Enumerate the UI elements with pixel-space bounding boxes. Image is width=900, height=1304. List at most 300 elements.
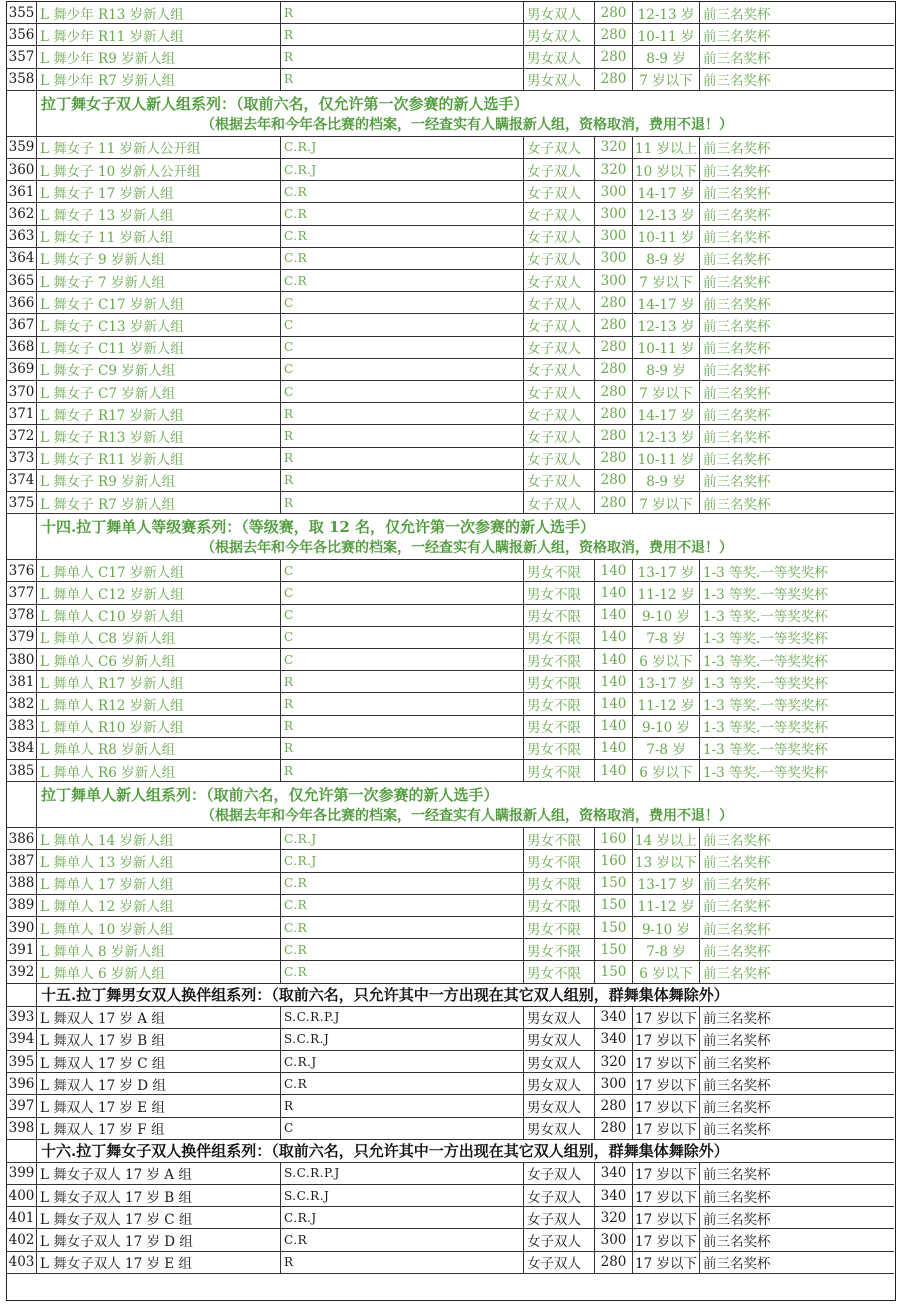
section-header-spacer — [7, 91, 37, 136]
entry-type-cell: 男女不限 — [524, 961, 595, 982]
event-name-cell: L 舞单人 17 岁新人组 — [37, 873, 281, 894]
age-range-cell: 13 岁以下 — [633, 850, 700, 871]
entry-type-cell: 男女不限 — [524, 850, 595, 871]
entry-type-cell: 男女不限 — [524, 671, 595, 692]
table-row — [7, 425, 894, 447]
dance-codes-cell: C.R.J — [281, 1051, 524, 1072]
age-range-cell: 7 岁以下 — [633, 270, 700, 291]
table-row — [7, 873, 894, 895]
dance-codes-cell: C.R — [281, 203, 524, 224]
entry-type-cell: 女子双人 — [524, 137, 595, 158]
row-number-cell: 359 — [7, 137, 37, 158]
table-row — [7, 939, 894, 961]
prize-cell: 前三名奖杯 — [703, 50, 771, 67]
event-name-cell: L 舞女子 C17 岁新人组 — [37, 292, 281, 313]
entry-type-cell: 女子双人 — [524, 1252, 595, 1273]
event-name-cell: L 舞单人 C12 岁新人组 — [37, 582, 281, 603]
dance-codes-cell: R — [281, 716, 524, 737]
table-row — [7, 470, 894, 492]
entry-type-cell: 男女不限 — [524, 582, 595, 603]
event-name-cell: L 舞单人 C17 岁新人组 — [37, 560, 281, 581]
age-range-cell: 14-17 岁 — [633, 403, 700, 424]
table-row — [7, 203, 894, 225]
entry-fee-cell: 280 — [595, 69, 633, 90]
dance-codes-cell: C — [281, 292, 524, 313]
entry-fee-cell: 280 — [595, 1118, 633, 1139]
entry-type-cell: 女子双人 — [524, 425, 595, 446]
dance-codes-cell: C.R.J — [281, 828, 524, 849]
prize-cell: 前三名奖杯 — [703, 141, 771, 158]
entry-type-cell: 女子双人 — [524, 470, 595, 491]
table-row — [7, 24, 894, 46]
dance-codes-cell: C.R.J — [281, 1207, 524, 1228]
entry-fee-cell: 150 — [595, 895, 633, 916]
section-header-spacer — [7, 782, 37, 827]
table-row — [7, 292, 894, 314]
section-header-spacer — [7, 514, 37, 559]
dance-codes-cell: R — [281, 69, 524, 90]
dance-codes-cell: R — [281, 448, 524, 469]
age-range-cell: 10-11 岁 — [633, 24, 700, 45]
prize-cell: 前三名奖杯 — [703, 407, 771, 424]
prize-cell: 1-3 等奖.一等奖奖杯 — [703, 720, 828, 737]
event-name-cell: L 舞单人 R10 岁新人组 — [37, 716, 281, 737]
row-number-cell: 381 — [7, 671, 37, 692]
dance-codes-cell: C.R — [281, 248, 524, 269]
event-name-cell: L 舞女子 R9 岁新人组 — [37, 470, 281, 491]
prize-cell: 前三名奖杯 — [703, 921, 771, 938]
entry-type-cell: 男女不限 — [524, 895, 595, 916]
age-range-cell: 11 岁以上 — [633, 137, 700, 158]
entry-fee-cell: 280 — [595, 24, 633, 45]
dance-codes-cell: R — [281, 671, 524, 692]
entry-type-cell: 男女不限 — [524, 716, 595, 737]
entry-fee-cell: 140 — [595, 760, 633, 781]
table-row — [7, 359, 894, 381]
row-number-cell: 374 — [7, 470, 37, 491]
table-row — [7, 693, 894, 715]
dance-codes-cell: C.R — [281, 270, 524, 291]
row-number-cell: 368 — [7, 337, 37, 358]
row-number-cell: 370 — [7, 381, 37, 402]
entry-fee-cell: 140 — [595, 605, 633, 626]
dance-codes-cell: R — [281, 46, 524, 67]
entry-fee-cell: 280 — [595, 292, 633, 313]
age-range-cell: 8-9 岁 — [633, 248, 700, 269]
prize-cell: 前三名奖杯 — [703, 1099, 771, 1116]
row-number-cell: 394 — [7, 1029, 37, 1050]
table-row — [7, 181, 894, 203]
event-name-cell: L 舞女子 C11 岁新人组 — [37, 337, 281, 358]
table-row — [7, 1029, 894, 1051]
dance-codes-cell: C.R — [281, 181, 524, 202]
entry-fee-cell: 280 — [595, 314, 633, 335]
entry-fee-cell: 150 — [595, 917, 633, 938]
row-number-cell: 383 — [7, 716, 37, 737]
dance-codes-cell: R — [281, 470, 524, 491]
section-note: （根据去年和今年各比赛的档案，一经查实有人瞒报新人组，资格取消，费用不退！） — [201, 116, 733, 133]
entry-fee-cell: 140 — [595, 671, 633, 692]
table-row — [7, 560, 894, 582]
prize-cell: 1-3 等奖.一等奖奖杯 — [703, 564, 828, 581]
age-range-cell: 8-9 岁 — [633, 359, 700, 380]
entry-fee-cell: 300 — [595, 203, 633, 224]
table-row — [7, 137, 894, 159]
section-header — [7, 1140, 894, 1163]
table-row — [7, 1095, 894, 1117]
table-row — [7, 961, 894, 983]
age-range-cell: 17 岁以下 — [633, 1185, 700, 1206]
table-row — [7, 1118, 894, 1140]
entry-fee-cell: 300 — [595, 248, 633, 269]
competition-table — [6, 1, 896, 1301]
entry-fee-cell: 280 — [595, 2, 633, 23]
section-title-block — [37, 514, 894, 559]
event-name-cell: L 舞单人 C8 岁新人组 — [37, 627, 281, 648]
event-name-cell: L 舞女子 11 岁新人公开组 — [37, 137, 281, 158]
event-name-cell: L 舞少年 R11 岁新人组 — [37, 24, 281, 45]
table-row — [7, 1051, 894, 1073]
dance-codes-cell: R — [281, 2, 524, 23]
prize-cell: 前三名奖杯 — [703, 1033, 771, 1050]
entry-type-cell: 女子双人 — [524, 1229, 595, 1250]
table-row — [7, 337, 894, 359]
prize-cell: 1-3 等奖.一等奖奖杯 — [703, 764, 828, 781]
section-title: 拉丁舞单人新人组系列：（取前六名，仅允许第一次参赛的新人选手） — [41, 786, 499, 805]
row-number-cell: 398 — [7, 1118, 37, 1139]
dance-codes-cell: C.R — [281, 226, 524, 247]
section-title-block — [37, 1140, 894, 1162]
row-number-cell: 380 — [7, 649, 37, 670]
entry-fee-cell: 150 — [595, 873, 633, 894]
event-name-cell: L 舞双人 17 岁 C 组 — [37, 1051, 281, 1072]
event-name-cell: L 舞少年 R7 岁新人组 — [37, 69, 281, 90]
age-range-cell: 10-11 岁 — [633, 226, 700, 247]
dance-codes-cell: R — [281, 492, 524, 513]
row-number-cell: 400 — [7, 1185, 37, 1206]
age-range-cell: 11-12 岁 — [633, 582, 700, 603]
entry-type-cell: 男女不限 — [524, 760, 595, 781]
event-name-cell: L 舞女子 17 岁新人组 — [37, 181, 281, 202]
age-range-cell: 10 岁以下 — [633, 159, 700, 180]
row-number-cell: 364 — [7, 248, 37, 269]
section-header — [7, 782, 894, 828]
event-name-cell: L 舞女子 C7 岁新人组 — [37, 381, 281, 402]
entry-fee-cell: 340 — [595, 1029, 633, 1050]
entry-fee-cell: 140 — [595, 649, 633, 670]
section-note: （根据去年和今年各比赛的档案，一经查实有人瞒报新人组，资格取消，费用不退！） — [201, 808, 733, 825]
age-range-cell: 11-12 岁 — [633, 895, 700, 916]
age-range-cell: 12-13 岁 — [633, 203, 700, 224]
event-name-cell: L 舞双人 17 岁 D 组 — [37, 1073, 281, 1094]
entry-fee-cell: 150 — [595, 961, 633, 982]
prize-cell: 前三名奖杯 — [703, 832, 771, 849]
row-number-cell: 367 — [7, 314, 37, 335]
section-header — [7, 91, 894, 137]
row-number-cell: 372 — [7, 425, 37, 446]
table-row — [7, 1185, 894, 1207]
table-row — [7, 828, 894, 850]
entry-fee-cell: 300 — [595, 1229, 633, 1250]
age-range-cell: 6 岁以下 — [633, 649, 700, 670]
prize-cell: 1-3 等奖.一等奖奖杯 — [703, 675, 828, 692]
age-range-cell: 9-10 岁 — [633, 605, 700, 626]
section-title: 拉丁舞女子双人新人组系列：（取前六名，仅允许第一次参赛的新人选手） — [41, 94, 529, 113]
section-header — [7, 984, 894, 1007]
event-name-cell: L 舞女子 10 岁新人公开组 — [37, 159, 281, 180]
dance-codes-cell: C — [281, 649, 524, 670]
dance-codes-cell: S.C.R.J — [281, 1185, 524, 1206]
prize-cell: 前三名奖杯 — [703, 943, 771, 960]
table-row — [7, 917, 894, 939]
entry-fee-cell: 280 — [595, 46, 633, 67]
age-range-cell: 7-8 岁 — [633, 627, 700, 648]
dance-codes-cell: C.R — [281, 961, 524, 982]
age-range-cell: 14-17 岁 — [633, 181, 700, 202]
event-name-cell: L 舞女子 9 岁新人组 — [37, 248, 281, 269]
age-range-cell: 10-11 岁 — [633, 337, 700, 358]
row-number-cell: 366 — [7, 292, 37, 313]
table-row — [7, 671, 894, 693]
row-number-cell: 369 — [7, 359, 37, 380]
event-name-cell: L 舞单人 14 岁新人组 — [37, 828, 281, 849]
dance-codes-cell: R — [281, 738, 524, 759]
event-name-cell: L 舞女子双人 17 岁 B 组 — [37, 1185, 281, 1206]
entry-fee-cell: 340 — [595, 1185, 633, 1206]
row-number-cell: 382 — [7, 693, 37, 714]
event-name-cell: L 舞单人 C6 岁新人组 — [37, 649, 281, 670]
prize-cell: 前三名奖杯 — [703, 1122, 771, 1139]
event-name-cell: L 舞女子 C13 岁新人组 — [37, 314, 281, 335]
table-row — [7, 738, 894, 760]
event-name-cell: L 舞女子双人 17 岁 A 组 — [37, 1163, 281, 1184]
event-name-cell: L 舞女子 R11 岁新人组 — [37, 448, 281, 469]
event-name-cell: L 舞女子 R13 岁新人组 — [37, 425, 281, 446]
entry-fee-cell: 160 — [595, 828, 633, 849]
entry-fee-cell: 340 — [595, 1007, 633, 1028]
entry-fee-cell: 140 — [595, 582, 633, 603]
prize-cell: 前三名奖杯 — [703, 965, 771, 982]
age-range-cell: 8-9 岁 — [633, 470, 700, 491]
entry-fee-cell: 280 — [595, 1252, 633, 1273]
age-range-cell: 17 岁以下 — [633, 1095, 700, 1116]
dance-codes-cell: C — [281, 359, 524, 380]
event-name-cell: L 舞少年 R13 岁新人组 — [37, 2, 281, 23]
entry-type-cell: 男女双人 — [524, 46, 595, 67]
table-row — [7, 314, 894, 336]
prize-cell: 前三名奖杯 — [703, 1189, 771, 1206]
table-row — [7, 403, 894, 425]
event-name-cell: L 舞单人 6 岁新人组 — [37, 961, 281, 982]
row-number-cell: 376 — [7, 560, 37, 581]
row-number-cell: 392 — [7, 961, 37, 982]
dance-codes-cell: R — [281, 1095, 524, 1116]
age-range-cell: 17 岁以下 — [633, 1029, 700, 1050]
section-header-spacer — [7, 984, 37, 1006]
entry-fee-cell: 280 — [595, 470, 633, 491]
prize-cell: 前三名奖杯 — [703, 854, 771, 871]
dance-codes-cell: S.C.R.P.J — [281, 1007, 524, 1028]
row-number-cell: 387 — [7, 850, 37, 871]
prize-cell: 前三名奖杯 — [703, 252, 771, 269]
table-row — [7, 649, 894, 671]
age-range-cell: 17 岁以下 — [633, 1252, 700, 1273]
entry-type-cell: 女子双人 — [524, 292, 595, 313]
section-header — [7, 514, 894, 560]
event-name-cell: L 舞单人 R6 岁新人组 — [37, 760, 281, 781]
entry-fee-cell: 280 — [595, 359, 633, 380]
prize-cell: 1-3 等奖.一等奖奖杯 — [703, 653, 828, 670]
entry-type-cell: 男女双人 — [524, 2, 595, 23]
table-row — [7, 159, 894, 181]
entry-type-cell: 男女不限 — [524, 605, 595, 626]
row-number-cell: 395 — [7, 1051, 37, 1072]
entry-fee-cell: 300 — [595, 1073, 633, 1094]
event-name-cell: L 舞双人 17 岁 E 组 — [37, 1095, 281, 1116]
age-range-cell: 14-17 岁 — [633, 292, 700, 313]
row-number-cell: 361 — [7, 181, 37, 202]
entry-fee-cell: 300 — [595, 270, 633, 291]
entry-type-cell: 男女双人 — [524, 1073, 595, 1094]
event-name-cell: L 舞单人 R8 岁新人组 — [37, 738, 281, 759]
entry-type-cell: 女子双人 — [524, 226, 595, 247]
age-range-cell: 6 岁以下 — [633, 760, 700, 781]
event-name-cell: L 舞双人 17 岁 F 组 — [37, 1118, 281, 1139]
dance-codes-cell: S.C.R.J — [281, 1029, 524, 1050]
event-name-cell: L 舞女子 R17 岁新人组 — [37, 403, 281, 424]
dance-codes-cell: R — [281, 403, 524, 424]
entry-fee-cell: 300 — [595, 226, 633, 247]
row-number-cell: 401 — [7, 1207, 37, 1228]
prize-cell: 前三名奖杯 — [703, 1055, 771, 1072]
entry-type-cell: 女子双人 — [524, 1163, 595, 1184]
dance-codes-cell: C.R.J — [281, 850, 524, 871]
dance-codes-cell: C.R — [281, 1229, 524, 1250]
dance-codes-cell: C.R.J — [281, 159, 524, 180]
row-number-cell: 388 — [7, 873, 37, 894]
age-range-cell: 13-17 岁 — [633, 873, 700, 894]
dance-codes-cell: C — [281, 314, 524, 335]
dance-codes-cell: C — [281, 381, 524, 402]
age-range-cell: 17 岁以下 — [633, 1073, 700, 1094]
entry-type-cell: 男女不限 — [524, 939, 595, 960]
entry-fee-cell: 160 — [595, 850, 633, 871]
prize-cell: 前三名奖杯 — [703, 73, 771, 90]
table-row — [7, 270, 894, 292]
section-title-block — [37, 984, 894, 1006]
prize-cell: 前三名奖杯 — [703, 1167, 771, 1184]
entry-fee-cell: 140 — [595, 627, 633, 648]
entry-fee-cell: 140 — [595, 560, 633, 581]
prize-cell: 1-3 等奖.一等奖奖杯 — [703, 586, 828, 603]
entry-type-cell: 女子双人 — [524, 403, 595, 424]
age-range-cell: 12-13 岁 — [633, 2, 700, 23]
entry-type-cell: 女子双人 — [524, 359, 595, 380]
entry-fee-cell: 280 — [595, 337, 633, 358]
table-row — [7, 716, 894, 738]
prize-cell: 1-3 等奖.一等奖奖杯 — [703, 631, 828, 648]
dance-codes-cell: C.R — [281, 917, 524, 938]
entry-fee-cell: 320 — [595, 1207, 633, 1228]
row-number-cell: 363 — [7, 226, 37, 247]
age-range-cell: 10-11 岁 — [633, 448, 700, 469]
entry-type-cell: 男女不限 — [524, 649, 595, 670]
event-name-cell: L 舞女子双人 17 岁 D 组 — [37, 1229, 281, 1250]
event-name-cell: L 舞女子双人 17 岁 C 组 — [37, 1207, 281, 1228]
row-number-cell: 386 — [7, 828, 37, 849]
age-range-cell: 17 岁以下 — [633, 1229, 700, 1250]
entry-type-cell: 男女不限 — [524, 917, 595, 938]
row-number-cell: 360 — [7, 159, 37, 180]
row-number-cell: 378 — [7, 605, 37, 626]
row-number-cell: 373 — [7, 448, 37, 469]
entry-fee-cell: 140 — [595, 716, 633, 737]
dance-codes-cell: S.C.R.P.J — [281, 1163, 524, 1184]
age-range-cell: 8-9 岁 — [633, 46, 700, 67]
prize-cell: 前三名奖杯 — [703, 429, 771, 446]
table-row — [7, 248, 894, 270]
prize-cell: 前三名奖杯 — [703, 296, 771, 313]
row-number-cell: 384 — [7, 738, 37, 759]
row-number-cell: 390 — [7, 917, 37, 938]
entry-fee-cell: 300 — [595, 181, 633, 202]
age-range-cell: 11-12 岁 — [633, 693, 700, 714]
row-number-cell: 385 — [7, 760, 37, 781]
entry-fee-cell: 280 — [595, 1095, 633, 1116]
table-row — [7, 895, 894, 917]
entry-type-cell: 男女双人 — [524, 1007, 595, 1028]
row-number-cell: 396 — [7, 1073, 37, 1094]
event-name-cell: L 舞单人 R12 岁新人组 — [37, 693, 281, 714]
entry-type-cell: 男女不限 — [524, 738, 595, 759]
prize-cell: 前三名奖杯 — [703, 318, 771, 335]
table-row — [7, 2, 894, 24]
entry-fee-cell: 140 — [595, 738, 633, 759]
entry-type-cell: 男女不限 — [524, 693, 595, 714]
entry-fee-cell: 280 — [595, 448, 633, 469]
event-name-cell: L 舞女子 13 岁新人组 — [37, 203, 281, 224]
prize-cell: 前三名奖杯 — [703, 341, 771, 358]
age-range-cell: 7 岁以下 — [633, 69, 700, 90]
event-name-cell: L 舞单人 C10 岁新人组 — [37, 605, 281, 626]
prize-cell: 前三名奖杯 — [703, 474, 771, 491]
prize-cell: 前三名奖杯 — [703, 385, 771, 402]
section-title-block — [37, 782, 894, 827]
prize-cell: 前三名奖杯 — [703, 1233, 771, 1250]
table-row — [7, 1007, 894, 1029]
event-name-cell: L 舞单人 R17 岁新人组 — [37, 671, 281, 692]
dance-codes-cell: C — [281, 560, 524, 581]
age-range-cell: 9-10 岁 — [633, 716, 700, 737]
table-row — [7, 1163, 894, 1185]
age-range-cell: 7-8 岁 — [633, 738, 700, 759]
entry-type-cell: 女子双人 — [524, 381, 595, 402]
entry-type-cell: 男女双人 — [524, 1095, 595, 1116]
prize-cell: 前三名奖杯 — [703, 363, 771, 380]
entry-fee-cell: 140 — [595, 693, 633, 714]
table-row — [7, 1073, 894, 1095]
entry-type-cell: 女子双人 — [524, 1185, 595, 1206]
event-name-cell: L 舞女子 11 岁新人组 — [37, 226, 281, 247]
prize-cell: 前三名奖杯 — [703, 1211, 771, 1228]
age-range-cell: 17 岁以下 — [633, 1207, 700, 1228]
dance-codes-cell: C — [281, 582, 524, 603]
table-row — [7, 492, 894, 514]
section-header-spacer — [7, 1140, 37, 1162]
dance-codes-cell: C.R — [281, 1073, 524, 1094]
entry-type-cell: 女子双人 — [524, 181, 595, 202]
event-name-cell: L 舞少年 R9 岁新人组 — [37, 46, 281, 67]
